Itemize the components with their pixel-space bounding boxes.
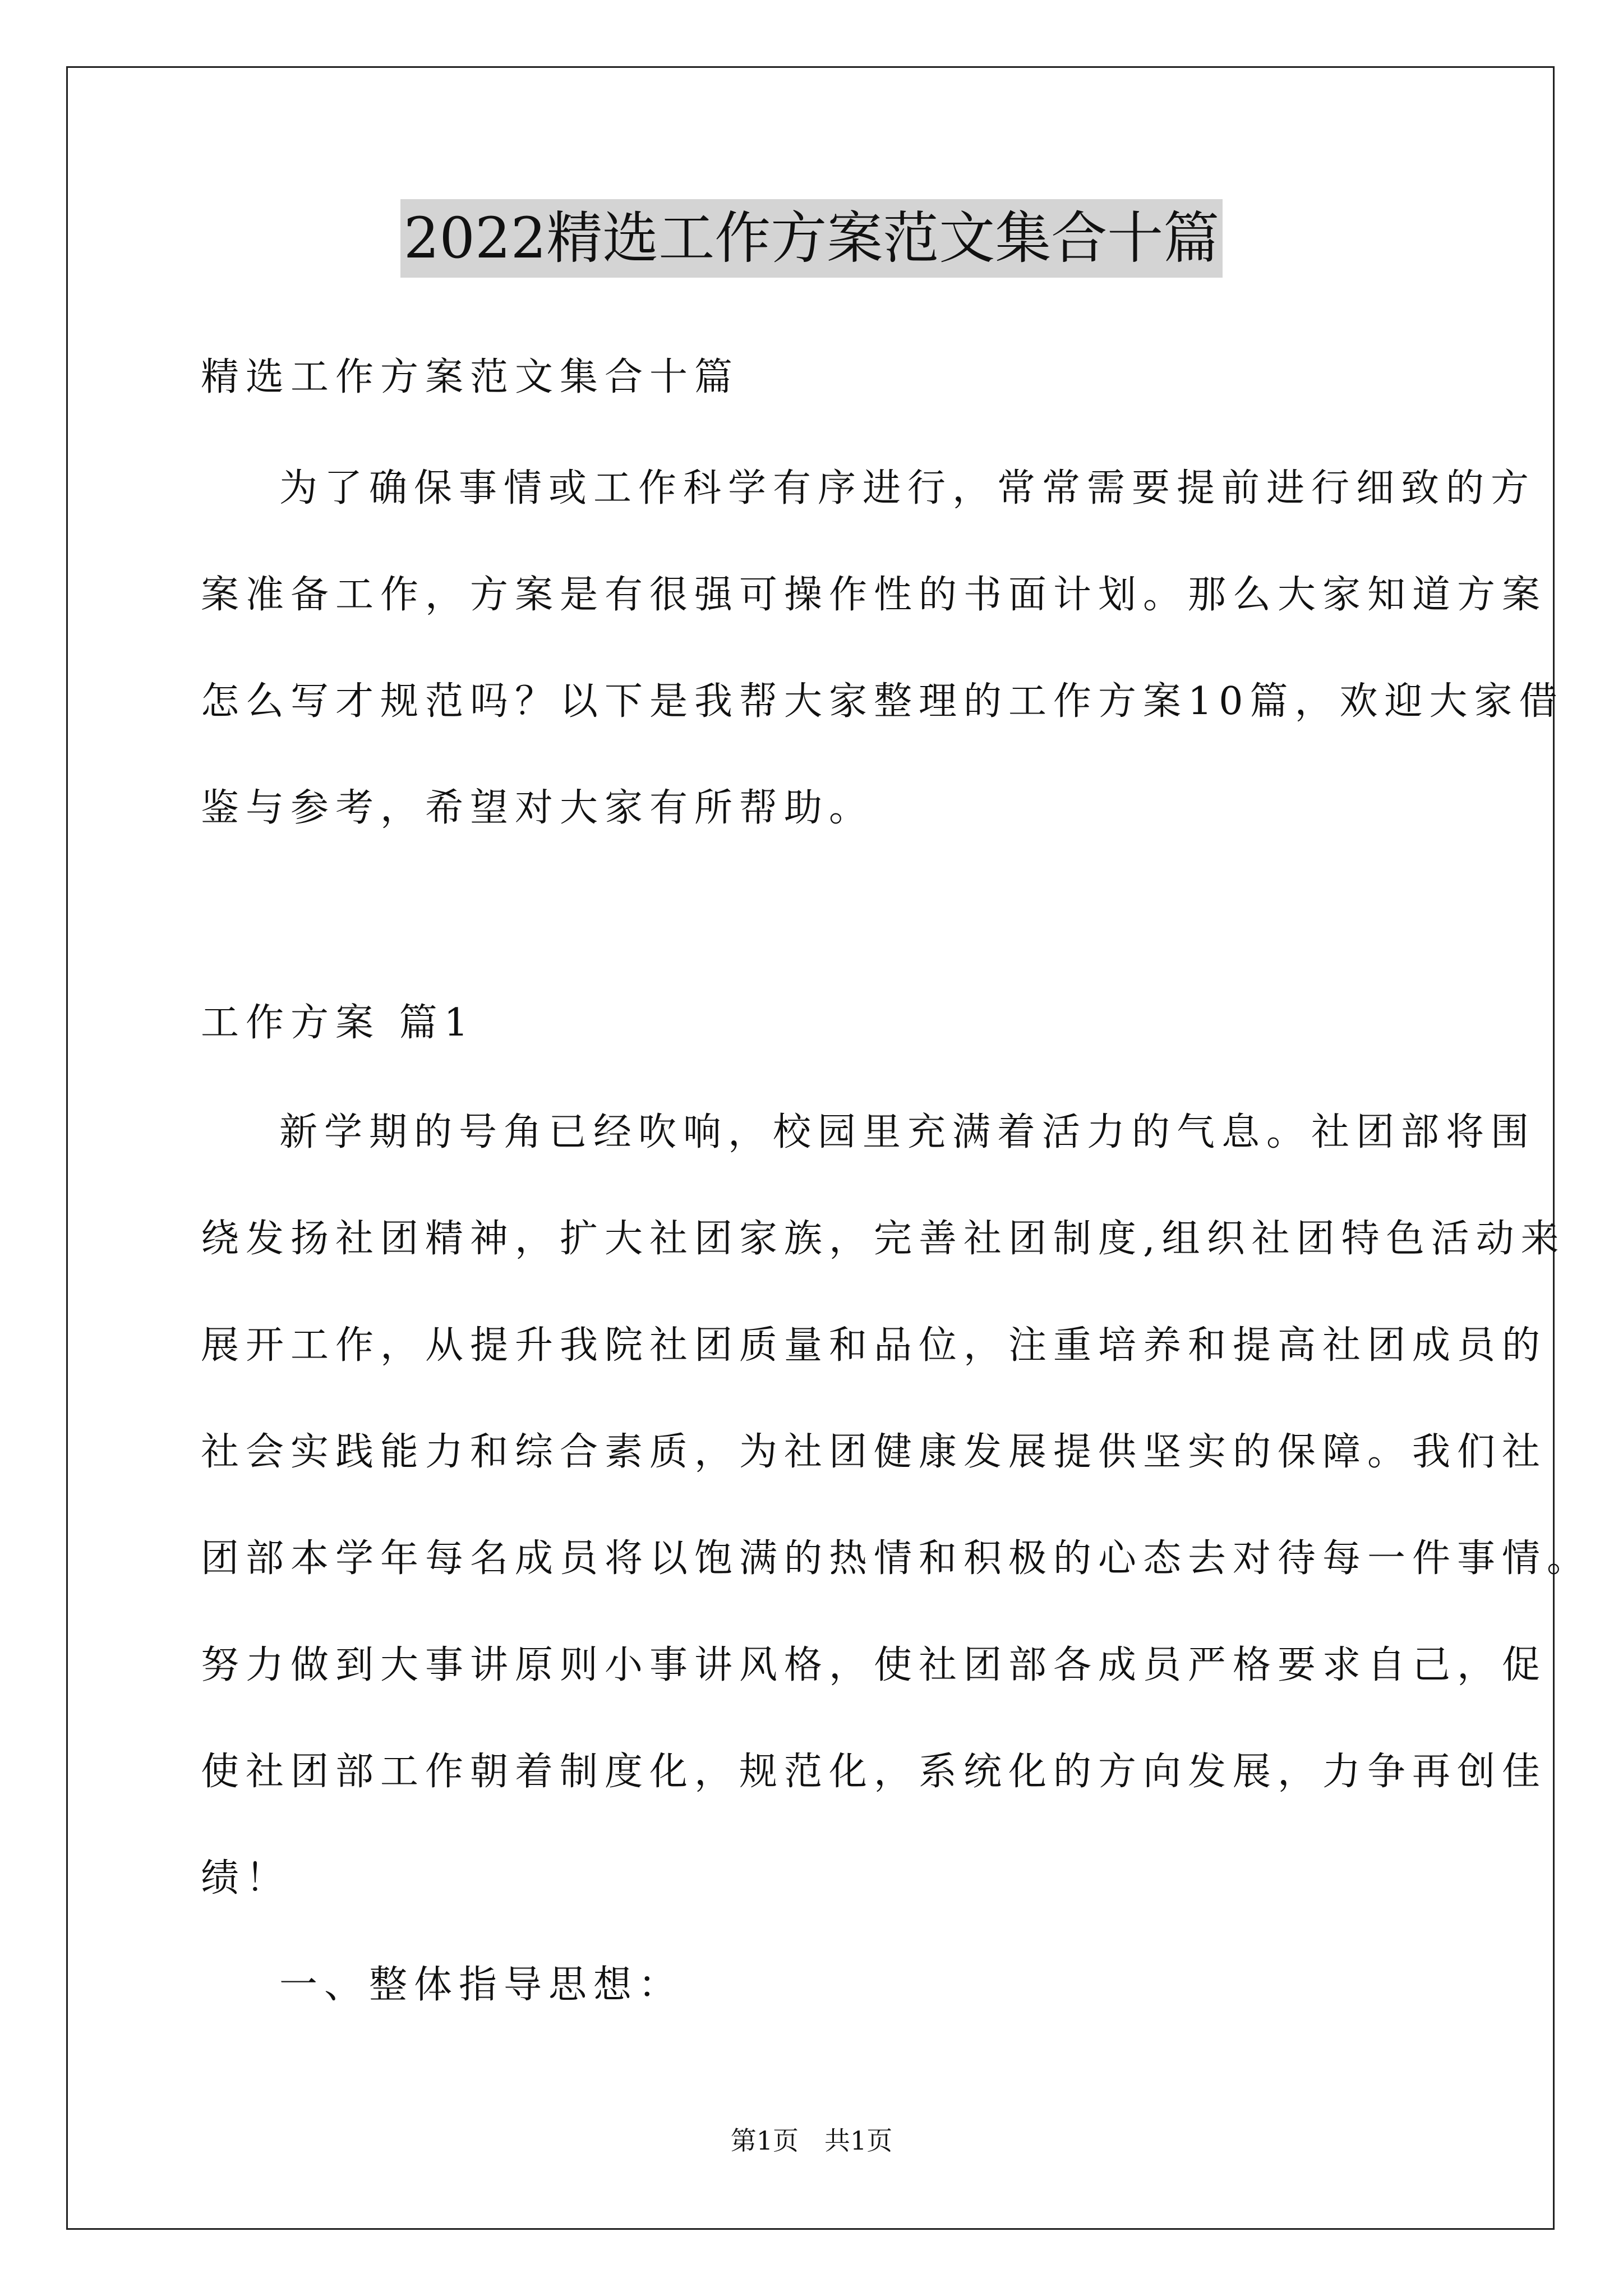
intro-line-4: 鉴与参考，希望对大家有所帮助。: [201, 786, 874, 830]
document-title: 2022精选工作方案范文集合十篇: [400, 199, 1223, 278]
intro-line-3: 怎么写才规范吗？以下是我帮大家整理的工作方案10篇，欢迎大家借: [201, 679, 1564, 724]
body-line-1: 新学期的号角已经吹响，校园里充满着活力的气息。社团部将围: [279, 1110, 1536, 1154]
intro-line-2: 案准备工作，方案是有很强可操作性的书面计划。那么大家知道方案: [201, 573, 1547, 617]
body-line-5: 团部本学年每名成员将以饱满的热情和积极的心态去对待每一件事情。: [201, 1536, 1592, 1581]
body-line-3: 展开工作，从提升我院社团质量和品位，注重培养和提高社团成员的: [201, 1323, 1547, 1368]
body-line-8: 绩！: [201, 1856, 291, 1901]
section-heading: 工作方案 篇1: [201, 1001, 475, 1045]
section-subheading: 一、整体指导思想：: [279, 1963, 684, 2007]
body-line-2: 绕发扬社团精神，扩大社团家族，完善社团制度,组织社团特色活动来: [201, 1217, 1566, 1261]
body-line-6: 努力做到大事讲原则小事讲风格，使社团部各成员严格要求自己，促: [201, 1643, 1547, 1687]
body-line-7: 使社团部工作朝着制度化，规范化，系统化的方向发展，力争再创佳: [201, 1750, 1547, 1794]
body-line-4: 社会实践能力和综合素质，为社团健康发展提供坚实的保障。我们社: [201, 1430, 1547, 1474]
title-container: [0, 199, 1623, 278]
intro-line-1: 为了确保事情或工作科学有序进行，常常需要提前进行细致的方: [279, 466, 1536, 510]
page-footer: 第1页 共1页: [730, 2125, 893, 2156]
document-subtitle: 精选工作方案范文集合十篇: [201, 355, 740, 399]
